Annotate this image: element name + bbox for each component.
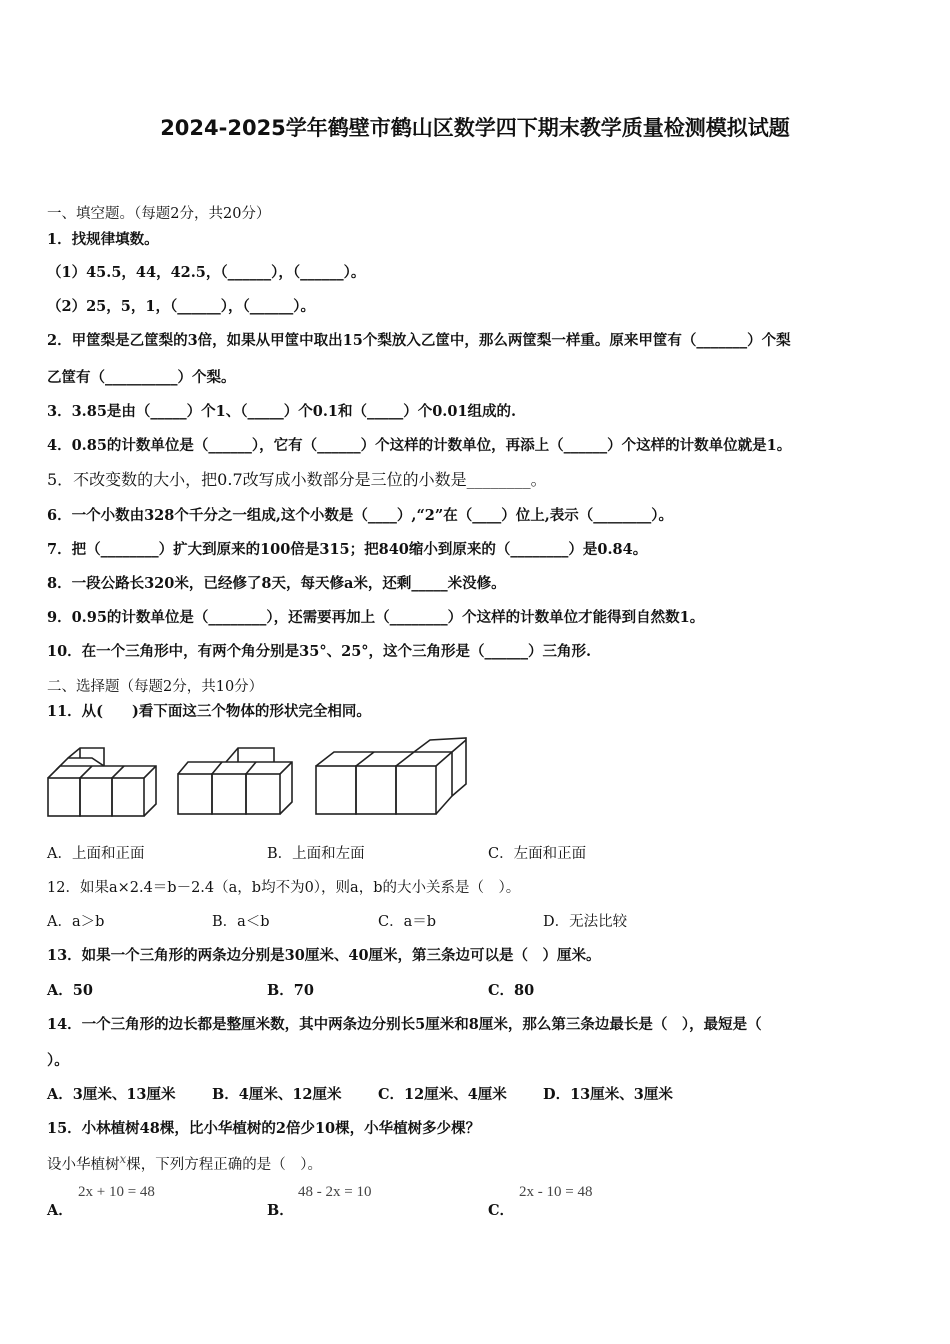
q14-option-d: D．13厘米、3厘米 — [543, 1086, 673, 1103]
q11-option-c: C．左面和正面 — [488, 846, 587, 862]
question-5: 5．不改变数的大小，把0.7改写成小数部分是三位的小数是________。 — [47, 470, 547, 489]
q12-option-a: A．a＞b — [47, 914, 105, 930]
q15-setup-suffix: 棵，下列方程正确的是（ ）。 — [126, 1156, 323, 1173]
question-2-line-1: 2．甲筐梨是乙筐梨的3倍，如果从甲筐中取出15个梨放入乙筐中，那么两筐梨一样重。原来甲筐有（_______）个梨 — [47, 332, 791, 349]
question-4: 4．0.85的计数单位是（______），它有（______）个这样的计数单位，再添上（______）个这样的计数单位就是1。 — [47, 437, 792, 454]
question-2-line-2: 乙筐有（__________）个梨。 — [47, 369, 236, 386]
q15-option-c-equation: 2x - 10 = 48 — [519, 1184, 593, 1200]
q11-option-b: B．上面和左面 — [267, 846, 365, 862]
page-title: 2024-2025学年鹤壁市鹤山区数学四下期末教学质量检测模拟试题 — [160, 116, 790, 140]
q15-option-b-letter: B． — [267, 1202, 294, 1219]
question-14-line-1: 14．一个三角形的边长都是整厘米数，其中两条边分别长5厘米和8厘米，那么第三条边最长是（ ），最短是（ — [47, 1016, 762, 1033]
q15-setup-prefix: 设小华植树 — [47, 1156, 120, 1173]
q13-option-a: A．50 — [47, 982, 93, 999]
cube-figure-1 — [48, 748, 156, 816]
question-8: 8．一段公路长320米，已经修了8天，每天修a米，还剩_____米没修。 — [47, 575, 506, 592]
q12-option-d: D．无法比较 — [543, 914, 628, 930]
question-11: 11．从( )看下面这三个物体的形状完全相同。 — [47, 703, 371, 720]
q15-option-c-letter: C． — [488, 1202, 515, 1219]
question-3: 3．3.85是由（_____）个1、（_____）个0.1和（_____）个0.01组成的. — [47, 403, 517, 420]
question-12: 12．如果a×2.4＝b－2.4（a，b均不为0），则a，b的大小关系是（ ）。 — [47, 880, 521, 896]
q13-option-c: C．80 — [488, 982, 535, 999]
question-14-line-2: ）。 — [47, 1052, 69, 1069]
question-6: 6．一个小数由328个千分之一组成,这个小数是（____）,“2”在（____）位上,表示（________）。 — [47, 507, 674, 524]
q12-option-b: B．a＜b — [212, 914, 270, 930]
cube-figure-2 — [178, 748, 292, 814]
question-1-part-1: （1）45.5，44，42.5，（______），（______）。 — [47, 264, 366, 281]
section-2-heading: 二、选择题（每题2分，共10分） — [47, 679, 264, 695]
q15-option-a-letter: A． — [47, 1202, 73, 1219]
question-1: 1．找规律填数。 — [47, 231, 159, 248]
cube-figures — [44, 736, 474, 822]
question-13: 13．如果一个三角形的两条边分别是30厘米、40厘米，第三条边可以是（ ）厘米。 — [47, 947, 601, 964]
section-1-heading: 一、填空题。（每题2分，共20分） — [47, 206, 271, 222]
question-9: 9．0.95的计数单位是（________），还需要再加上（________）个这样的计数单位才能得到自然数1。 — [47, 609, 705, 626]
q11-option-a: A．上面和正面 — [47, 846, 145, 862]
q14-option-a: A．3厘米、13厘米 — [47, 1086, 176, 1103]
cube-figure-3 — [316, 738, 466, 814]
q13-option-b: B．70 — [267, 982, 314, 999]
q12-option-c: C．a＝b — [378, 914, 437, 930]
q14-option-c: C．12厘米、4厘米 — [378, 1086, 507, 1103]
q15-option-a-equation: 2x + 10 = 48 — [78, 1184, 155, 1200]
question-1-part-2: （2）25，5，1，（______），（______）。 — [47, 298, 315, 315]
q15-variable-x: x — [119, 1152, 127, 1166]
q15-option-b-equation: 48 - 2x = 10 — [298, 1184, 372, 1200]
q14-option-b: B．4厘米、12厘米 — [212, 1086, 342, 1103]
question-10: 10．在一个三角形中，有两个角分别是35°、25°，这个三角形是（______）三角形. — [47, 643, 592, 660]
question-15-setup — [47, 1152, 322, 1174]
question-15: 15．小林植树48棵，比小华植树的2倍少10棵，小华植树多少棵？ — [47, 1120, 481, 1137]
question-7: 7．把（________）扩大到原来的100倍是315；把840缩小到原来的（________）是0.84。 — [47, 541, 648, 558]
